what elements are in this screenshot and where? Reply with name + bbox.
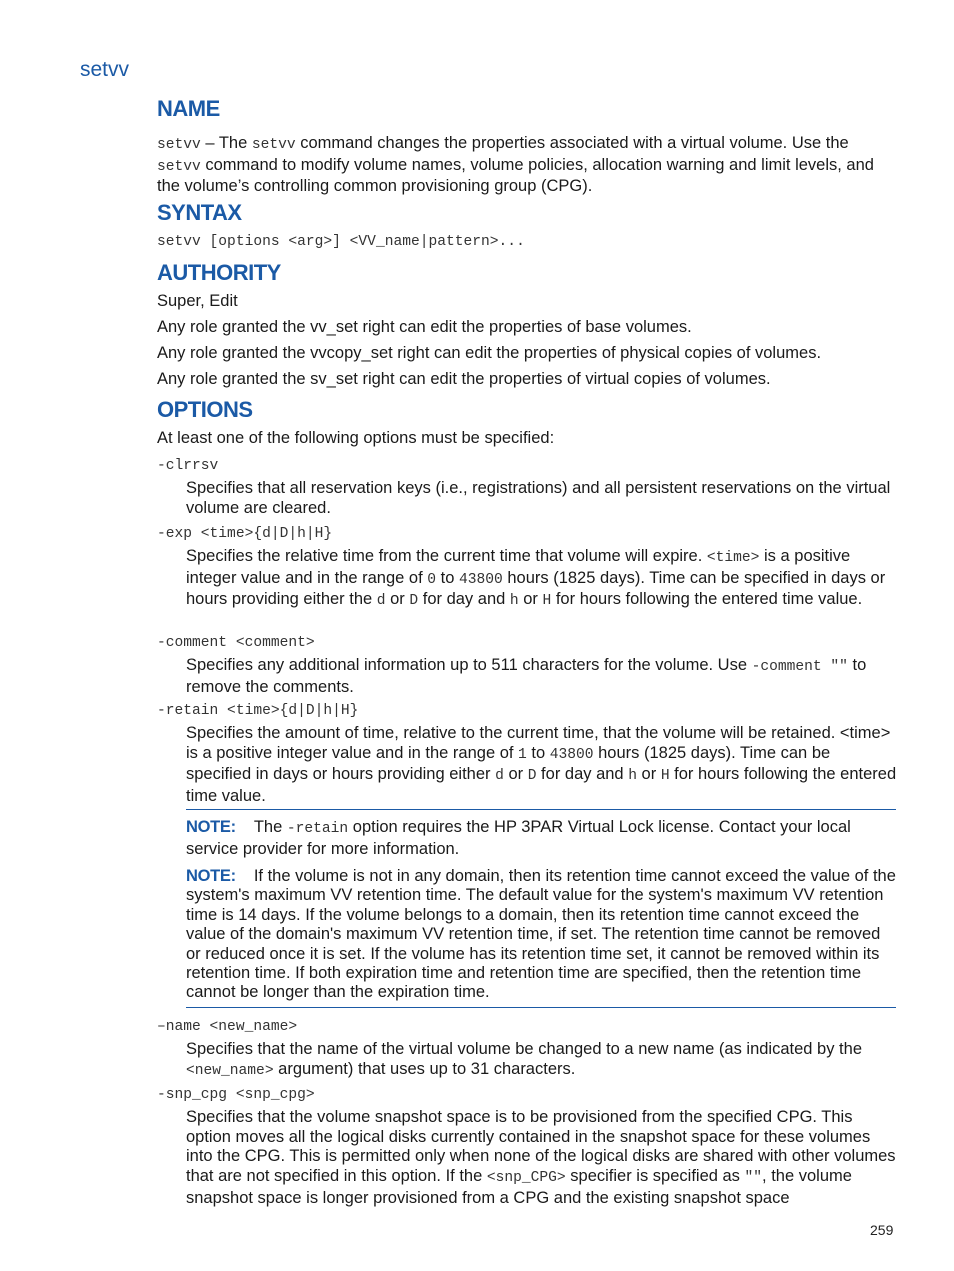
option-flag: -comment <comment> <box>157 635 315 651</box>
code-run: 43800 <box>458 571 503 588</box>
code-run: <snp_CPG> <box>486 1170 566 1187</box>
code-run: h <box>628 768 637 785</box>
text-run: argument) that uses up to 31 characters. <box>273 1059 576 1078</box>
text-run: Specifies any additional information up to 511 characters for the volume. Use <box>186 656 752 674</box>
option-flag: -snp_cpg <snp_cpg> <box>157 1087 315 1103</box>
text-run: Specifies that the volume snapshot space is to be provisioned from the specified CPG. This option moves all the logical disks currently contained in the snapshot space for these volumes into the CPG. This is permitted only when none of the logical disks are shared with other volumes that are not specified in this option. If the <box>186 1108 896 1186</box>
code-run: 1 <box>518 746 527 763</box>
text-run: hours (1825 days). Time can be specified in days or hours providing either the <box>186 568 886 609</box>
name-heading: NAME <box>157 96 220 121</box>
code-run: d <box>376 593 386 610</box>
option-description <box>186 1108 898 1209</box>
text-run: to <box>436 568 459 587</box>
text-run: or <box>385 590 410 609</box>
text-run: command to modify volume names, volume policies, allocation warning and limit levels, and the volume’s controlling common provisioning group (CPG). <box>157 155 874 196</box>
code-run: d <box>495 768 504 785</box>
name-description <box>157 134 897 197</box>
option-flag: -exp <time>{d|D|h|H} <box>157 526 333 542</box>
authority-line: Any role granted the sv_set right can edit the properties of virtual copies of volumes. <box>157 370 771 388</box>
text-run: or <box>503 765 528 784</box>
code-run: h <box>509 593 519 610</box>
text-run: The <box>253 818 287 836</box>
text-run: or <box>636 765 661 784</box>
options-intro: At least one of the following options must be specified: <box>157 429 555 447</box>
text-run: hours (1825 days). Time can be specified in days or hours providing either <box>186 743 831 784</box>
code-run: H <box>542 593 552 610</box>
note-retention-time <box>186 867 898 1003</box>
text-run: , the volume snapshot space is longer provisioned from a CPG and the existing snapshot space <box>186 1167 852 1207</box>
text-run: Specifies the relative time from the current time that volume will expire. <box>186 547 707 565</box>
authority-line: Any role granted the vv_set right can edit the properties of base volumes. <box>157 318 692 336</box>
code-run: D <box>409 593 419 610</box>
option-flag: –name <new_name> <box>157 1019 298 1035</box>
syntax-line: setvv [options <arg>] <VV_name|pattern>... <box>157 234 525 250</box>
code-run: <time> <box>706 550 760 566</box>
command-code: setvv <box>157 158 201 175</box>
page-number: 259 <box>870 1222 894 1238</box>
text-run: If the volume is not in any domain, then its retention time cannot exceed the value of the system's maximum VV retention time. The default value for the system's maximum VV retention time is 14 days. If the volume belongs to a domain, then its retention time cannot exceed the value of the domain's maximum VV retention time, if set. The retention time cannot be removed or reduced once it is set. If the volume has its retention time set, it cannot be removed within its retention time. If both expiration time and retention time are specified, then the retention time cannot be longer than the expiration time. <box>186 867 896 1002</box>
command-title: setvv <box>80 58 130 81</box>
text-run: – The <box>200 134 252 152</box>
text-run: for day and <box>536 765 629 784</box>
code-run: 0 <box>427 571 437 588</box>
option-flag: -clrrsv <box>157 458 219 474</box>
options-heading: OPTIONS <box>157 397 253 422</box>
option-description <box>186 547 898 612</box>
code-run: -retain <box>286 821 349 837</box>
code-run: <new_name> <box>186 1062 274 1079</box>
option-description <box>186 724 898 807</box>
text-run: to remove the comments. <box>186 656 867 696</box>
note-bottom-rule <box>186 1007 896 1008</box>
code-run: 43800 <box>549 746 594 763</box>
syntax-heading: SYNTAX <box>157 200 242 225</box>
text-run: Specifies that the name of the virtual volume be changed to a new name (as indicated by the <box>186 1040 862 1058</box>
command-code: setvv <box>157 137 201 153</box>
text-run: for hours following the entered time value. <box>551 590 863 609</box>
option-description: Specifies that all reservation keys (i.e., registrations) and all persistent reservations on the virtual volume are cleared. <box>186 479 891 517</box>
note-label: NOTE: <box>186 818 236 836</box>
option-description <box>186 656 898 697</box>
authority-line: Any role granted the vvcopy_set right can edit the properties of physical copies of volumes. <box>157 344 822 362</box>
text-run: for hours following the entered time value. <box>186 765 897 806</box>
code-run: H <box>660 768 670 785</box>
code-run: -comment "" <box>751 659 848 675</box>
option-flag: -retain <time>{d|D|h|H} <box>157 703 359 719</box>
code-run: D <box>527 768 537 785</box>
option-description <box>186 1040 898 1081</box>
note-retain-license <box>186 818 898 859</box>
text-run: to <box>526 743 550 762</box>
authority-heading: AUTHORITY <box>157 260 281 285</box>
text-run: command changes the properties associated with a virtual volume. Use the <box>295 134 849 152</box>
text-run: or <box>518 590 543 609</box>
code-run: "" <box>744 1170 763 1187</box>
note-label: NOTE: <box>186 867 236 885</box>
text-run: is a positive integer value and in the range of <box>186 547 851 587</box>
command-code: setvv <box>251 137 296 153</box>
text-run: option requires the HP 3PAR Virtual Lock license. Contact your local service provider for more information. <box>186 818 851 858</box>
text-run: for day and <box>418 590 510 609</box>
text-run: specifier is specified as <box>565 1167 745 1186</box>
text-run: Specifies the amount of time, relative to the current time, that the volume will be retained. <time> is a positive integer value and in the range of <box>186 724 891 762</box>
note-top-rule <box>186 809 896 810</box>
authority-line: Super, Edit <box>157 292 238 310</box>
